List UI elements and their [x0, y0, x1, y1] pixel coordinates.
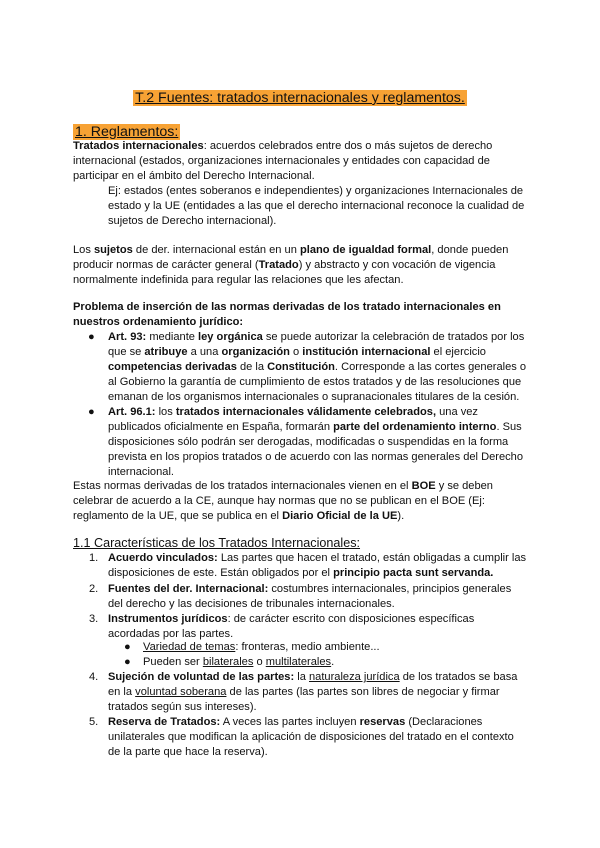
list-item-3: 3. Instrumentos jurídicos: de carácter escrito con disposiciones específicas acordadas por las partes.	[89, 613, 475, 640]
sub-item-bilateral: ● Pueden ser bilaterales o multilaterales.	[124, 656, 335, 668]
document-title: T.2 Fuentes: tratados internacionales y reglamentos.	[135, 90, 465, 106]
bullet-icon: ●	[88, 331, 95, 343]
definition-line-1: Tratados internacionales: acuerdos celebrados entre dos o más sujetos de derecho	[73, 140, 493, 152]
list-item-5: 5. Reserva de Tratados: A veces las partes incluyen reservas (Declaraciones unilaterales que modifican la aplicación de disposiciones del tratado en el contexto de la parte que hace la reserva).	[89, 716, 514, 758]
bullet-art-93: ● Art. 93: mediante ley orgánica se puede autorizar la celebración de tratados por los que se atribuye a una organización o institución internacional el ejercicio competencias derivadas de la Constitución. Corresponde a las cortes generales o al Gobierno la garantía de cumplimiento de estos tratados y de las resoluciones que emanan de los organismos internacionales o supranacionales titulares de la cesión.	[88, 331, 527, 403]
definition-paragraph	[73, 139, 533, 184]
sub-item-topics: ● Variedad de temas: fronteras, medio ambiente...	[124, 641, 380, 653]
bullet-icon: ●	[124, 656, 131, 668]
bullet-art-96-1: ● Art. 96.1: los tratados internacionales válidamente celebrados, una vez publicados oficialmente en España, formarán parte del ordenamiento interno. Sus disposiciones sólo podrán ser derogadas, modificadas o suspendidas en la forma prevista en los propios tratados o de acuerdo con las normas generales del Derecho internacional.	[88, 406, 524, 478]
list-item-4: 4. Sujeción de voluntad de las partes: la naturaleza jurídica de los tratados se basa en la voluntad soberana de las partes (las partes son libres de negociar y firmar tratados según sus intereses).	[89, 671, 518, 713]
subjects-paragraph: Los sujetos de der. internacional están en un plano de igualdad formal, donde pueden producir normas de carácter general (Tratado) y abstracto y con vocación de vigencia normalmente indefinida para regular las relaciones que les afectan.	[73, 244, 509, 286]
bullet-icon: ●	[88, 406, 95, 418]
definition-line-2: internacional (estados, organizaciones internacionales y entidades con capacidad de	[73, 155, 490, 167]
section-1-heading: 1. Reglamentos:	[75, 124, 179, 140]
example-paragraph: Ej: estados (entes soberanos e independientes) y organizaciones Internacionales de estado y la UE (entidades a las que el derecho internacional reconoce la cualidad de sujetos de Derecho internacional).	[108, 185, 525, 227]
list-item-1: 1. Acuerdo vinculados: Las partes que hacen el tratado, están obligadas a cumplir las disposiciones de este. Están obligados por el principio pacta sunt servanda.	[89, 552, 527, 579]
bullet-icon: ●	[124, 641, 131, 653]
boe-paragraph: Estas normas derivadas de los tratados internacionales vienen en el BOE y se deben celebrar de acuerdo a la CE, aunque hay normas que no se publican en el BOE (Ej: reglamento de la UE, que se publica en el Diario Oficial de la UE).	[73, 480, 493, 522]
problem-heading: Problema de inserción de las normas derivadas de los tratado internacionales en nuestros ordenamiento jurídico:	[73, 301, 501, 328]
definition-line-3: participar en el ámbito del Derecho Internacional.	[73, 170, 315, 182]
section-1-1-heading: 1.1 Características de los Tratados Internacionales:	[73, 536, 361, 550]
list-item-2: 2. Fuentes del der. Internacional: costumbres internacionales, principios generales del derecho y las decisiones de tribunales internacionales.	[89, 583, 512, 610]
